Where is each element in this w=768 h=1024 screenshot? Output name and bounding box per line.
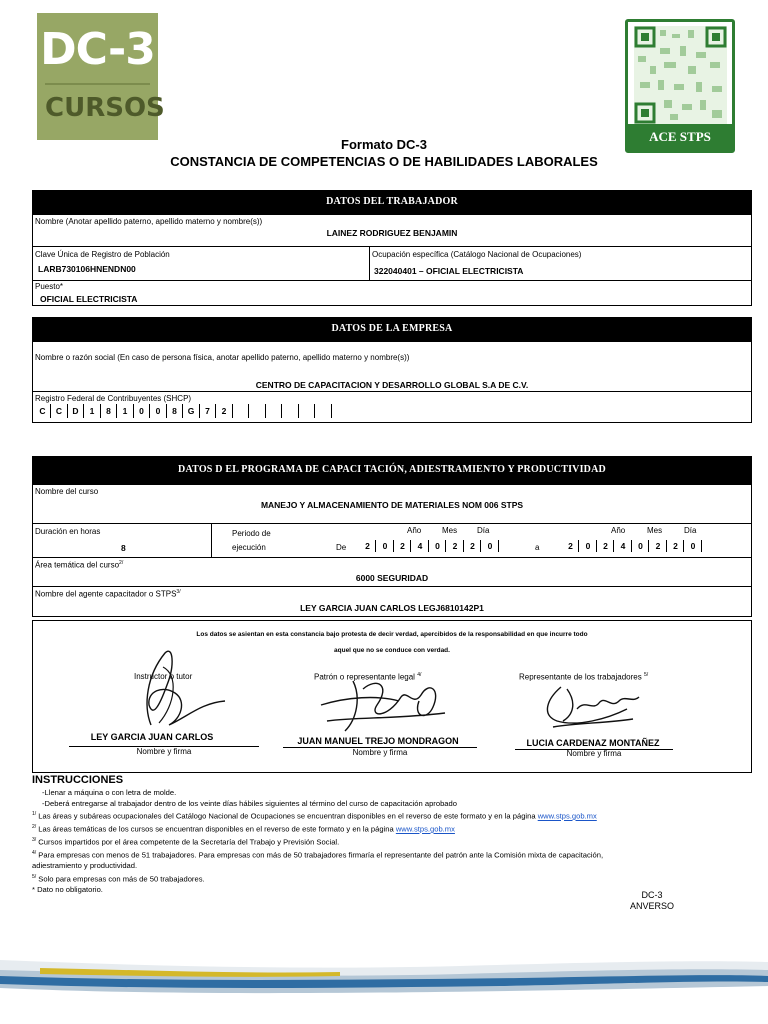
rfc-char-box: [233, 404, 249, 418]
duration-label: Duración en horas: [35, 527, 101, 536]
instructor-name: LEY GARCIA JUAN CARLOS: [90, 732, 214, 742]
worker-section-header: DATOS DEL TRABAJADOR: [32, 190, 752, 214]
divider: [211, 523, 212, 557]
date-digit-box: 0: [686, 540, 702, 552]
date-digit-box: 0: [378, 540, 394, 552]
rfc-char-box: [299, 404, 315, 418]
workers-name: LUCIA CARDENAZ MONTAÑEZ: [526, 738, 660, 748]
area-value: 6000 SEGURIDAD: [355, 573, 429, 583]
instruction-line: adiestramiento y productividad.: [32, 861, 138, 871]
rfc-char-box: 8: [101, 404, 117, 418]
instruction-line: $^{1/}$ Las áreas y subáreas ocupacionales del Catálogo Nacional de Ocupaciones se encuentran disponibles en el reverso de este formato y en la página www.stps.gob.mx: [32, 811, 597, 821]
curp-value: LARB730106HNENDN00: [38, 264, 136, 274]
program-section-header: DATOS D EL PROGRAMA DE CAPACI TACIÓN, ADIESTRAMIENTO Y PRODUCTIVIDAD: [32, 456, 752, 484]
rfc-char-box: 2: [217, 404, 233, 418]
period-label-1: Periodo de: [232, 529, 271, 538]
from-year-label: Año: [407, 526, 422, 535]
badge-label: ACE STPS: [628, 124, 732, 150]
stps-link[interactable]: www.stps.gob.mx: [537, 811, 597, 821]
logo-top-text: DC-3: [40, 24, 155, 75]
program-section: [32, 484, 752, 617]
footer-side: ANVERSO: [629, 901, 674, 911]
signatures-section: [32, 620, 752, 773]
date-digit-box: 2: [563, 540, 579, 552]
divider: [33, 523, 751, 524]
decorative-wave: [0, 940, 768, 1024]
company-name-value: CENTRO DE CAPACITACION Y DESARROLLO GLOBAL S.A DE C.V.: [255, 380, 529, 390]
divider: [33, 280, 751, 281]
instructions-body: [32, 788, 752, 895]
to-month-label: Mes: [647, 526, 663, 535]
company-name-label: Nombre o razón social (En caso de persona física, anotar apellido paterno, apellido materno y nombre(s)): [35, 353, 410, 362]
instruction-line: * Dato no obligatorio.: [32, 884, 103, 894]
date-digit-box: 4: [413, 540, 429, 552]
worker-name-label: Nombre (Anotar apellido paterno, apellido materno y nombre(s)): [35, 217, 263, 226]
date-digit-box: 2: [668, 540, 684, 552]
rfc-char-box: [283, 404, 299, 418]
date-digit-box: 2: [448, 540, 464, 552]
form-subtitle: CONSTANCIA DE COMPETENCIAS O DE HABILIDADES LABORALES: [170, 154, 598, 169]
instructions-title: INSTRUCCIONES: [32, 774, 124, 786]
instructor-label: Instructor o tutor: [134, 672, 193, 681]
workers-name-sign: Nombre y firma: [566, 749, 622, 758]
divider: [33, 557, 751, 558]
date-digit-box: 2: [465, 540, 481, 552]
date-digit-box: 2: [598, 540, 614, 552]
agent-label: Nombre del agente capacitador o $STPS^{3/}$: [35, 589, 181, 599]
instruction-line: $^{2/}$ Las áreas temáticas de los cursos se encuentran disponibles en el reverso de este formato y en la página www.stps.gob.mx: [32, 824, 455, 834]
rfc-char-box: C: [35, 404, 51, 418]
occupation-label: Ocupación específica (Catálogo Nacional de Ocupaciones): [372, 250, 582, 259]
rfc-label: Registro Federal de Contribuyentes (SHCP): [35, 394, 192, 403]
position-label: Puesto*: [35, 282, 64, 291]
company-section-header: DATOS DE LA EMPRESA: [32, 317, 752, 341]
worker-section: [32, 214, 752, 306]
rfc-char-box: 7: [200, 404, 216, 418]
divider: [33, 586, 751, 587]
form-title: Formato DC-3: [341, 137, 427, 152]
rfc-char-box: 0: [134, 404, 150, 418]
date-digit-box: 2: [651, 540, 667, 552]
statement-line-2: aquel que no se conduce con verdad.: [334, 647, 450, 654]
area-label: Área temática del curso$^{2/}$: [35, 560, 124, 570]
rfc-char-box: D: [68, 404, 84, 418]
rfc-char-box: 1: [85, 404, 101, 418]
to-label: a: [535, 543, 540, 552]
from-date-boxes: [360, 540, 520, 552]
instruction-line: $^{5/}$ Solo para empresas con más de 50 trabajadores.: [32, 873, 205, 884]
from-label: De: [336, 543, 347, 552]
rfc-char-box: G: [184, 404, 200, 418]
divider: [33, 246, 751, 247]
ace-stps-badge: [625, 19, 735, 153]
company-section: [32, 341, 752, 423]
dc3-cursos-logo: [37, 13, 165, 140]
rfc-char-box: 1: [118, 404, 134, 418]
rfc-char-box: C: [52, 404, 68, 418]
worker-name-value: LAINEZ RODRIGUEZ BENJAMIN: [326, 228, 458, 238]
instruction-line: $^{4/}$ Para empresas con menos de 51 trabajadores. Para empresas con más de 50 trabajadores firmaría el representante del patrón ante la Comisión mixta de capacitación,: [32, 850, 604, 860]
instruction-line: -Deberá entregarse al trabajador dentro de los veinte días hábiles siguientes al término del curso de capacitación aprobado: [42, 798, 457, 808]
position-value: OFICIAL ELECTRICISTA: [40, 294, 138, 304]
qr-code-icon: [634, 26, 727, 124]
date-digit-box: 2: [395, 540, 411, 552]
rfc-boxes: [35, 404, 375, 420]
occupation-value: 322040401 – OFICIAL ELECTRICISTA: [374, 266, 524, 276]
stps-link[interactable]: www.stps.gob.mx: [395, 824, 455, 834]
employer-name-sign: Nombre y firma: [352, 748, 408, 757]
statement-line-1: Los datos se asientan en esta constancia bajo protesta de decir verdad, apercibidos de la responsabilidad en que incurre todo: [196, 631, 588, 638]
to-year-label: Año: [611, 526, 626, 535]
date-digit-box: 0: [483, 540, 499, 552]
date-digit-box: 0: [581, 540, 597, 552]
employer-name: JUAN MANUEL TREJO MONDRAGON: [297, 736, 459, 746]
course-value: MANEJO Y ALMACENAMIENTO DE MATERIALES NOM 006 STPS: [260, 500, 524, 510]
divider: [369, 246, 370, 281]
instruction-line: $^{3/}$ Cursos impartidos por el área competente de la Secretaría del Trabajo y Previsión Social.: [32, 837, 340, 847]
instructor-name-sign: Nombre y firma: [136, 747, 192, 756]
rfc-char-box: [266, 404, 282, 418]
employer-signature: [317, 667, 457, 737]
divider: [33, 391, 751, 392]
date-digit-box: 2: [360, 540, 376, 552]
date-digit-box: 0: [633, 540, 649, 552]
duration-value: 8: [121, 543, 126, 553]
date-digit-box: 0: [430, 540, 446, 552]
period-label-2: ejecución: [232, 543, 266, 552]
logo-bottom-text: CURSOS: [45, 85, 150, 131]
to-day-label: Día: [684, 526, 697, 535]
date-digit-box: 4: [616, 540, 632, 552]
rfc-char-box: 0: [151, 404, 167, 418]
workers-label: Representante de los trabajadores $^{5/}$: [519, 672, 649, 682]
from-day-label: Día: [477, 526, 490, 535]
rfc-char-box: [250, 404, 266, 418]
workers-signature: [537, 679, 647, 731]
to-date-boxes: [563, 540, 723, 552]
footer-code: DC-3: [641, 890, 663, 900]
course-label: Nombre del curso: [35, 487, 99, 496]
employer-label: Patrón o representante legal $^{4/}$: [314, 672, 422, 682]
rfc-char-box: 8: [167, 404, 183, 418]
from-month-label: Mes: [442, 526, 458, 535]
curp-label: Clave Única de Registro de Población: [35, 250, 170, 259]
agent-value: LEY GARCIA JUAN CARLOS LEGJ6810142P1: [300, 603, 484, 613]
instruction-line: -Llenar a máquina o con letra de molde.: [42, 788, 177, 797]
rfc-char-box: [316, 404, 332, 418]
instructor-signature: [129, 645, 239, 733]
